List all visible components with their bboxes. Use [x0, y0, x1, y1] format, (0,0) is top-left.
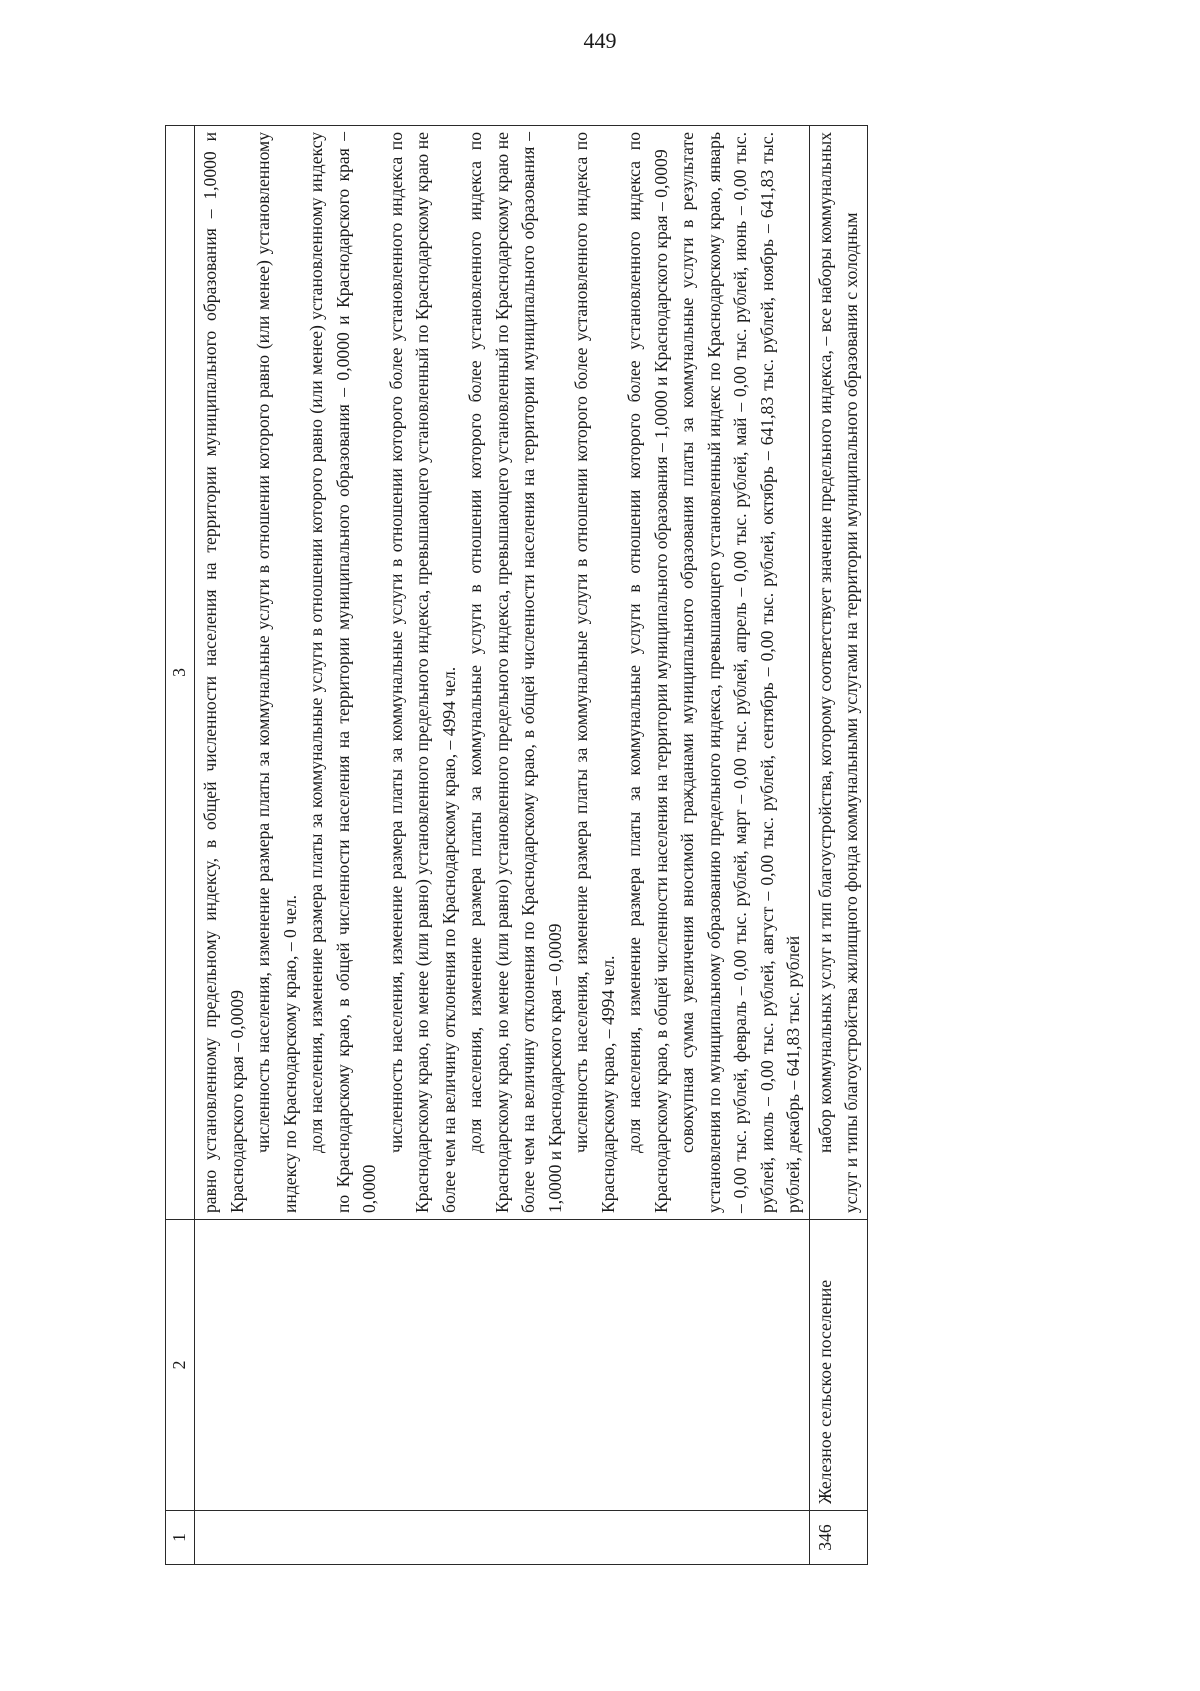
row-number-cell: [195, 1511, 810, 1565]
header-cell-1: 1: [166, 1511, 195, 1565]
paragraph: численность населения, изменение размера платы за коммунальные услуги в отношении которого более установленного индекса по Краснодарскому краю, но менее (или равно) установленного предельного индекса, превышающего установленный по Краснодарскому краю не более чем на величину отклонения по Краснодарскому краю, – 4994 чел.: [385, 132, 459, 1213]
paragraph: совокупная сумма увеличения вносимой гражданами муниципального образования платы за коммунальные услуги в результате установления по муниципальному образованию предельного индекса, превышающего установленный индекс по Краснодарскому краю, январь – 0,00 тыс. рублей, февраль – 0,00 тыс. рублей, март – 0,00 тыс. рублей, апрель – 0,00 тыс. рублей, май – 0,00 тыс. рублей, июнь – 0,00 тыс. рублей, июль – 0,00 тыс. рублей, август – 0,00 тыс. рублей, сентябрь – 0,00 тыс. рублей, октябрь – 641,83 тыс. рублей, ноябрь – 641,83 тыс. рублей, декабрь – 641,83 тыс. рублей: [677, 132, 803, 1213]
header-cell-2: 2: [166, 1220, 195, 1511]
paragraph: численность населения, изменение размера платы за коммунальные услуги в отношении которого более установленного индекса по Краснодарскому краю, – 4994 чел.: [571, 132, 618, 1213]
rotated-table-container: [165, 125, 1075, 1565]
table-header-row: [166, 126, 195, 1565]
paragraph: равно установленному предельному индексу, в общей численности населения на территории муниципального образования – 1,0000 и Краснодарского края – 0,0009: [200, 132, 247, 1213]
details-cell: [195, 126, 810, 1220]
header-cell-3: 3: [166, 126, 195, 1220]
paragraph: набор коммунальных услуг и тип благоустройства, которому соответствует значение предельного индекса, – все наборы коммунальных услуг и типы благоустройства жилищного фонда коммунальными услугами на территории муниципального образования с холодным: [814, 132, 861, 1213]
municipality-cell: [195, 1220, 810, 1511]
data-table: [165, 125, 868, 1565]
row-number-cell: 346: [809, 1511, 867, 1565]
municipality-cell: Железное сельское поселение: [809, 1220, 867, 1511]
page-number: 449: [583, 28, 617, 53]
details-cell: [809, 126, 867, 1220]
table-row: [195, 126, 810, 1565]
paragraph: доля населения, изменение размера платы за коммунальные услуги в отношении которого более установленного индекса по Краснодарскому краю, но менее (или равно) установленного предельного индекса, превышающего установленный по Краснодарскому краю не более чем на величину отклонения по Краснодарскому краю, в общей численности населения на территории муниципального образования – 1,0000 и Краснодарского края – 0,0009: [465, 132, 565, 1213]
paragraph: доля населения, изменение размера платы за коммунальные услуги в отношении которого равно (или менее) установленному индексу по Краснодарскому краю, в общей численности населения на территории муниципального образования – 0,0000 и Краснодарского края – 0,0000: [306, 132, 379, 1213]
paragraph: численность населения, изменение размера платы за коммунальные услуги в отношении которого равно (или менее) установленному индексу по Краснодарскому краю, – 0 чел.: [253, 132, 300, 1213]
table-row: [809, 126, 867, 1565]
paragraph: доля населения, изменение размера платы за коммунальные услуги в отношении которого более установленного индекса по Краснодарскому краю, в общей численности населения на территории муниципального образования – 1,0000 и Краснодарского края – 0,0009: [624, 132, 671, 1213]
